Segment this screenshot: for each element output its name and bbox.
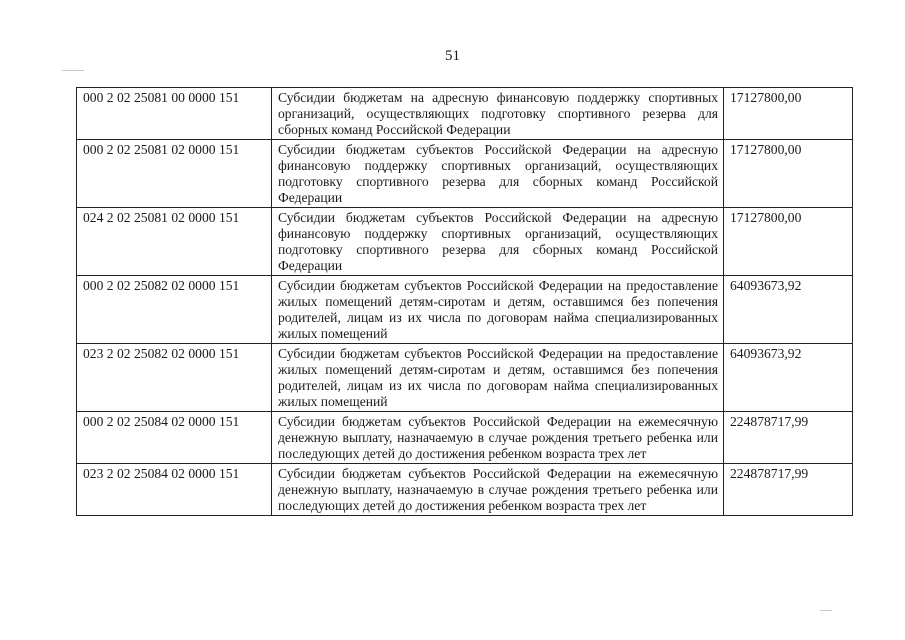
table-row	[77, 276, 853, 344]
amount-cell: 17127800,00	[724, 208, 853, 276]
description-cell: Субсидии бюджетам субъектов Российской Федерации на предоставление жилых помещений детям-сиротам и детям, оставшимся без попечения родителей, лицам из их числа по договорам найма специализированных жилых помещений	[272, 276, 724, 344]
scan-artifact	[62, 70, 84, 71]
description-cell: Субсидии бюджетам субъектов Российской Федерации на предоставление жилых помещений детям-сиротам и детям, оставшимся без попечения родителей, лицам из их числа по договорам найма специализированных жилых помещений	[272, 344, 724, 412]
budget-code-cell: 000 2 02 25081 00 0000 151	[77, 88, 272, 140]
budget-code-cell: 000 2 02 25081 02 0000 151	[77, 140, 272, 208]
description-cell: Субсидии бюджетам на адресную финансовую поддержку спортивных организаций, осуществляющих подготовку спортивного резерва для сборных команд Российской Федерации	[272, 88, 724, 140]
budget-table-body	[77, 88, 853, 516]
budget-code-cell: 024 2 02 25081 02 0000 151	[77, 208, 272, 276]
budget-table	[76, 87, 853, 516]
table-row	[77, 344, 853, 412]
amount-cell: 224878717,99	[724, 412, 853, 464]
description-cell: Субсидии бюджетам субъектов Российской Федерации на адресную финансовую поддержку спортивных организаций, осуществляющих подготовку спортивного резерва для сборных команд Российской Федерации	[272, 208, 724, 276]
description-cell: Субсидии бюджетам субъектов Российской Федерации на адресную финансовую поддержку спортивных организаций, осуществляющих подготовку спортивного резерва для сборных команд Российской Федерации	[272, 140, 724, 208]
table-row	[77, 412, 853, 464]
table-row	[77, 208, 853, 276]
budget-code-cell: 023 2 02 25084 02 0000 151	[77, 464, 272, 516]
description-cell: Субсидии бюджетам субъектов Российской Федерации на ежемесячную денежную выплату, назначаемую в случае рождения третьего ребенка или последующих детей до достижения ребенком возраста трех лет	[272, 412, 724, 464]
table-row	[77, 88, 853, 140]
budget-code-cell: 000 2 02 25084 02 0000 151	[77, 412, 272, 464]
budget-code-cell: 023 2 02 25082 02 0000 151	[77, 344, 272, 412]
table-row	[77, 464, 853, 516]
amount-cell: 64093673,92	[724, 276, 853, 344]
description-cell: Субсидии бюджетам субъектов Российской Федерации на ежемесячную денежную выплату, назначаемую в случае рождения третьего ребенка или последующих детей до достижения ребенком возраста трех лет	[272, 464, 724, 516]
amount-cell: 17127800,00	[724, 88, 853, 140]
scan-artifact	[820, 610, 832, 611]
table-row	[77, 140, 853, 208]
amount-cell: 17127800,00	[724, 140, 853, 208]
amount-cell: 64093673,92	[724, 344, 853, 412]
amount-cell: 224878717,99	[724, 464, 853, 516]
budget-code-cell: 000 2 02 25082 02 0000 151	[77, 276, 272, 344]
page-number: 51	[445, 48, 460, 64]
